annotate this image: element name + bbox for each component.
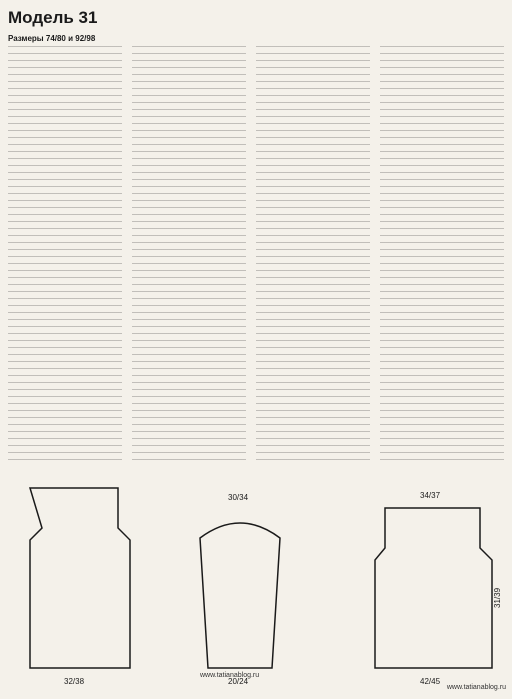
front-schematic <box>375 508 492 668</box>
schematics <box>0 468 512 699</box>
front-top-label: 34/37 <box>420 491 441 500</box>
text-column-3 <box>256 46 370 464</box>
sleeve-bottom-label: 20/24 <box>228 677 249 686</box>
front-bottom-label: 42/45 <box>420 677 441 686</box>
model-title: Модель 31 <box>8 8 98 27</box>
sleeve-top-label: 30/34 <box>228 493 249 502</box>
instruction-columns <box>8 46 504 464</box>
corner-watermark: www.tatianablog.ru <box>446 684 506 691</box>
text-column-4 <box>380 46 504 464</box>
sleeve-schematic <box>200 523 280 668</box>
schematic-drawings <box>0 468 512 699</box>
back-width-label: 32/38 <box>64 677 85 686</box>
text-column-2 <box>132 46 246 464</box>
front-height-label: 31/39 <box>493 587 502 608</box>
back-schematic <box>30 488 130 668</box>
site-footer: www.tatianablog.ru <box>200 672 260 679</box>
text-column-1 <box>8 46 122 464</box>
sizes-line: Размеры 74/80 и 92/98 <box>8 34 96 43</box>
